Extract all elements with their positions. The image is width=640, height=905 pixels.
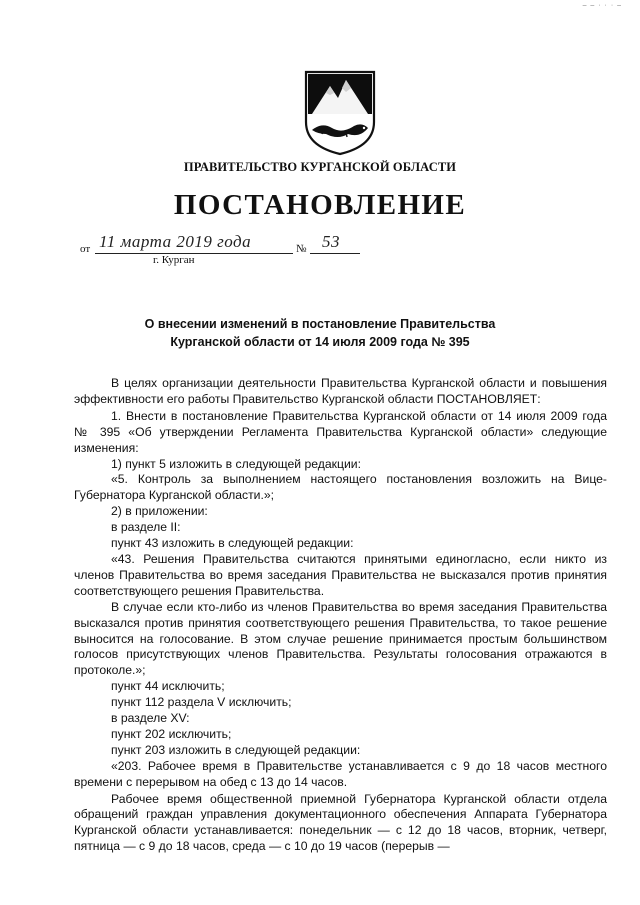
body-paragraph: пункт 112 раздела V исключить; [111, 695, 292, 710]
date-number-line [80, 232, 380, 270]
date-from-label: от [80, 243, 91, 255]
body-paragraph: «5. Контроль за выполнением настоящего постановления возложить на Вице-Губернатора Курганской области.»; [74, 472, 607, 503]
body-paragraph: В случае если кто-либо из членов Правительства во время заседания Правительства высказался против принятия соответствующего решения Правительства, то такое решение выносится на голосование. В этом случае решение принимается простым большинством голосов присутствующих членов Правительства. Результаты голосования отражаются в протоколе.»; [74, 599, 607, 678]
subject-line-2: Курганской области от 14 июля 2009 года № 395 [170, 334, 470, 349]
document-body [74, 376, 607, 855]
body-paragraph: «43. Решения Правительства считаются принятыми единогласно, если никто из членов Правительства во время заседания Правительства не высказался против принятия соответствующего решения Правительства. [74, 551, 607, 598]
document-subject [0, 316, 640, 351]
number-underline [310, 253, 360, 254]
body-paragraph: Рабочее время общественной приемной Губернатора Курганской области отдела обращений граждан управления документационного обеспечения Аппарата Губернатора Курганской области устанавливается: понедельник — с 12 до 18 часов, вторник, четверг, пятница — с 9 до 18 часов, среда — с 10 до 19 часов (перерыв — [74, 791, 607, 854]
body-paragraph: пункт 203 изложить в следующей редакции: [111, 742, 361, 757]
subject-line-1: О внесении изменений в постановление Правительства [144, 317, 496, 331]
scan-mark: – – · · · – [582, 2, 622, 9]
handwritten-date: 11 марта 2019 года [99, 232, 252, 251]
document-type-title: ПОСТАНОВЛЕНИЕ [173, 189, 467, 221]
body-paragraph: в разделе XV: [111, 711, 190, 726]
body-paragraph: 1) пункт 5 изложить в следующей редакции: [111, 456, 361, 471]
body-paragraph: «203. Рабочее время в Правительстве устанавливается с 9 до 18 часов местного времени с перерывом на обед с 13 до 14 часов. [74, 758, 607, 789]
handwritten-number: 53 [322, 232, 340, 251]
body-paragraph: В целях организации деятельности Правительства Курганской области и повышения эффективности его работы Правительство Курганской области ПОСТАНОВЛЯЕТ: [74, 376, 607, 406]
body-paragraph: в разделе II: [111, 520, 181, 535]
number-label: № [296, 243, 307, 255]
body-paragraph: пункт 43 изложить в следующей редакции: [111, 536, 354, 551]
government-name: ПРАВИТЕЛЬСТВО КУРГАНСКОЙ ОБЛАСТИ [183, 160, 457, 174]
coat-of-arms-icon [302, 68, 378, 156]
body-paragraph: 1. Внести в постановление Правительства Курганской области от 14 июля 2009 года № 395 «Об утверждении Регламента Правительства Курганской области» следующие изменения: [74, 408, 607, 455]
body-paragraph: пункт 44 исключить; [111, 679, 225, 694]
body-paragraph: пункт 202 исключить; [111, 726, 232, 741]
city-label: г. Курган [153, 254, 195, 266]
body-paragraph: 2) в приложении: [111, 504, 208, 519]
